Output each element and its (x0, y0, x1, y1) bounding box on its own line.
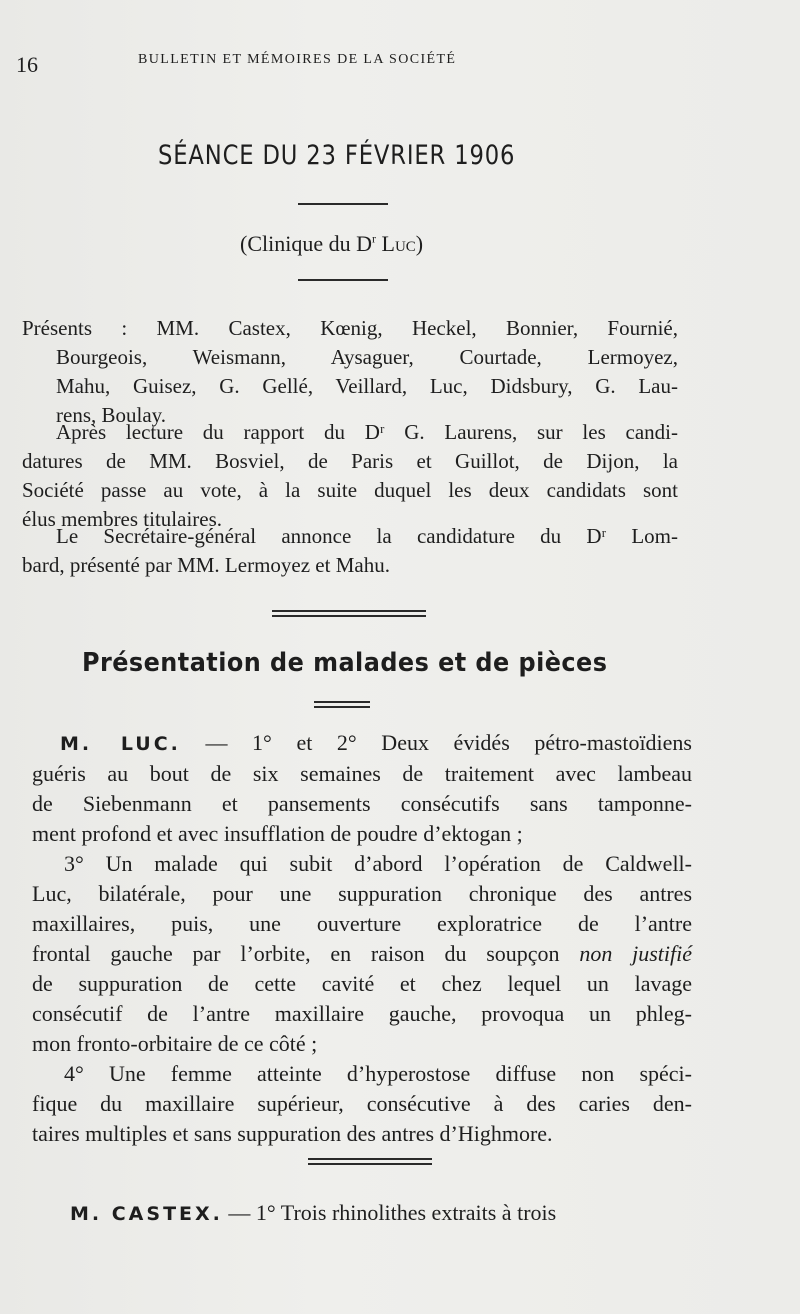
text-line: rens, Boulay. (56, 403, 167, 427)
attendance-paragraph (22, 314, 678, 430)
title-rule (298, 203, 388, 205)
vote-paragraph (22, 418, 678, 534)
text-line: taires multiples et sans suppuration des antres d’Highmore. (32, 1121, 553, 1146)
location-rule (298, 279, 388, 281)
text-line: maxillaires, puis, une ouverture exploratrice de l’antre (32, 911, 692, 936)
speaker-name: M. CASTEX. (70, 1203, 223, 1225)
text-line: Présents : MM. Castex, Kœnig, Heckel, Bonnier, Fournié, (22, 316, 678, 340)
text-line: fique du maxillaire supérieur, consécutive à des caries den- (32, 1091, 692, 1116)
italic-phrase: non justifié (579, 941, 693, 966)
section-title-rule (314, 701, 370, 708)
text-line: M. CASTEX. — 1° Trois rhinolithes extraits à trois (70, 1200, 557, 1225)
text-line: mon fronto-orbitaire de ce côté ; (32, 1031, 318, 1056)
text-line: bard, présenté par MM. Lermoyez et Mahu. (22, 553, 390, 577)
text-line: ment profond et avec insufflation de poudre d’ektogan ; (32, 821, 523, 846)
text-line: Société passe au vote, à la suite duquel les deux candidats sont (22, 478, 678, 502)
location-sup: r (372, 231, 376, 246)
text-line: frontal gauche par l’orbite, en raison du soupçon non justifié (32, 941, 693, 966)
text-line: de suppuration de cette cavité et chez lequel un lavage (32, 971, 692, 996)
text-line: M. LUC. — 1° et 2° Deux évidés pétro-mastoïdiens (60, 730, 692, 755)
text-line: de Siebenmann et pansements consécutifs sans tamponne- (32, 791, 692, 816)
text-line: datures de MM. Bosviel, de Paris et Guillot, de Dijon, la (22, 449, 678, 473)
location-name: Luc (381, 231, 416, 256)
speaker-name: M. LUC. (60, 733, 181, 755)
castex-presentation (32, 1198, 692, 1229)
text-line: guéris au bout de six semaines de traitement avec lambeau (32, 761, 692, 786)
page-number: 16 (16, 52, 38, 77)
text-line: Bourgeois, Weismann, Aysaguer, Courtade, Lermoyez, (56, 345, 678, 369)
session-title: SÉANCE DU 23 FÉVRIER 1906 (158, 140, 516, 171)
text-line: Après lecture du rapport du Dʳ G. Laurens, sur les candi- (56, 420, 678, 444)
text-line: consécutif de l’antre maxillaire gauche, provoqua un phleg- (32, 1001, 692, 1026)
text-line: élus membres titulaires. (22, 507, 223, 531)
location-suffix: ) (415, 231, 424, 256)
session-location (240, 231, 423, 257)
text-line: 4° Une femme atteinte d’hyperostose diffuse non spéci- (64, 1061, 692, 1086)
text-line: Luc, bilatérale, pour une suppuration chronique des antres (32, 881, 692, 906)
text-line: Le Secrétaire-général annonce la candidature du Dʳ Lom- (56, 524, 678, 548)
text-line: 3° Un malade qui subit d’abord l’opération de Caldwell- (64, 851, 692, 876)
candidature-paragraph (22, 522, 678, 580)
section-divider (308, 1158, 432, 1165)
running-head: BULLETIN ET MÉMOIRES DE LA SOCIÉTÉ (138, 52, 457, 67)
location-prefix: (Clinique du D (240, 231, 372, 256)
luc-presentation (32, 728, 692, 1149)
text-line: Mahu, Guisez, G. Gellé, Veillard, Luc, Didsbury, G. Lau- (56, 374, 678, 398)
section-title: Présentation de malades et de pièces (82, 648, 608, 678)
section-divider (272, 610, 426, 617)
